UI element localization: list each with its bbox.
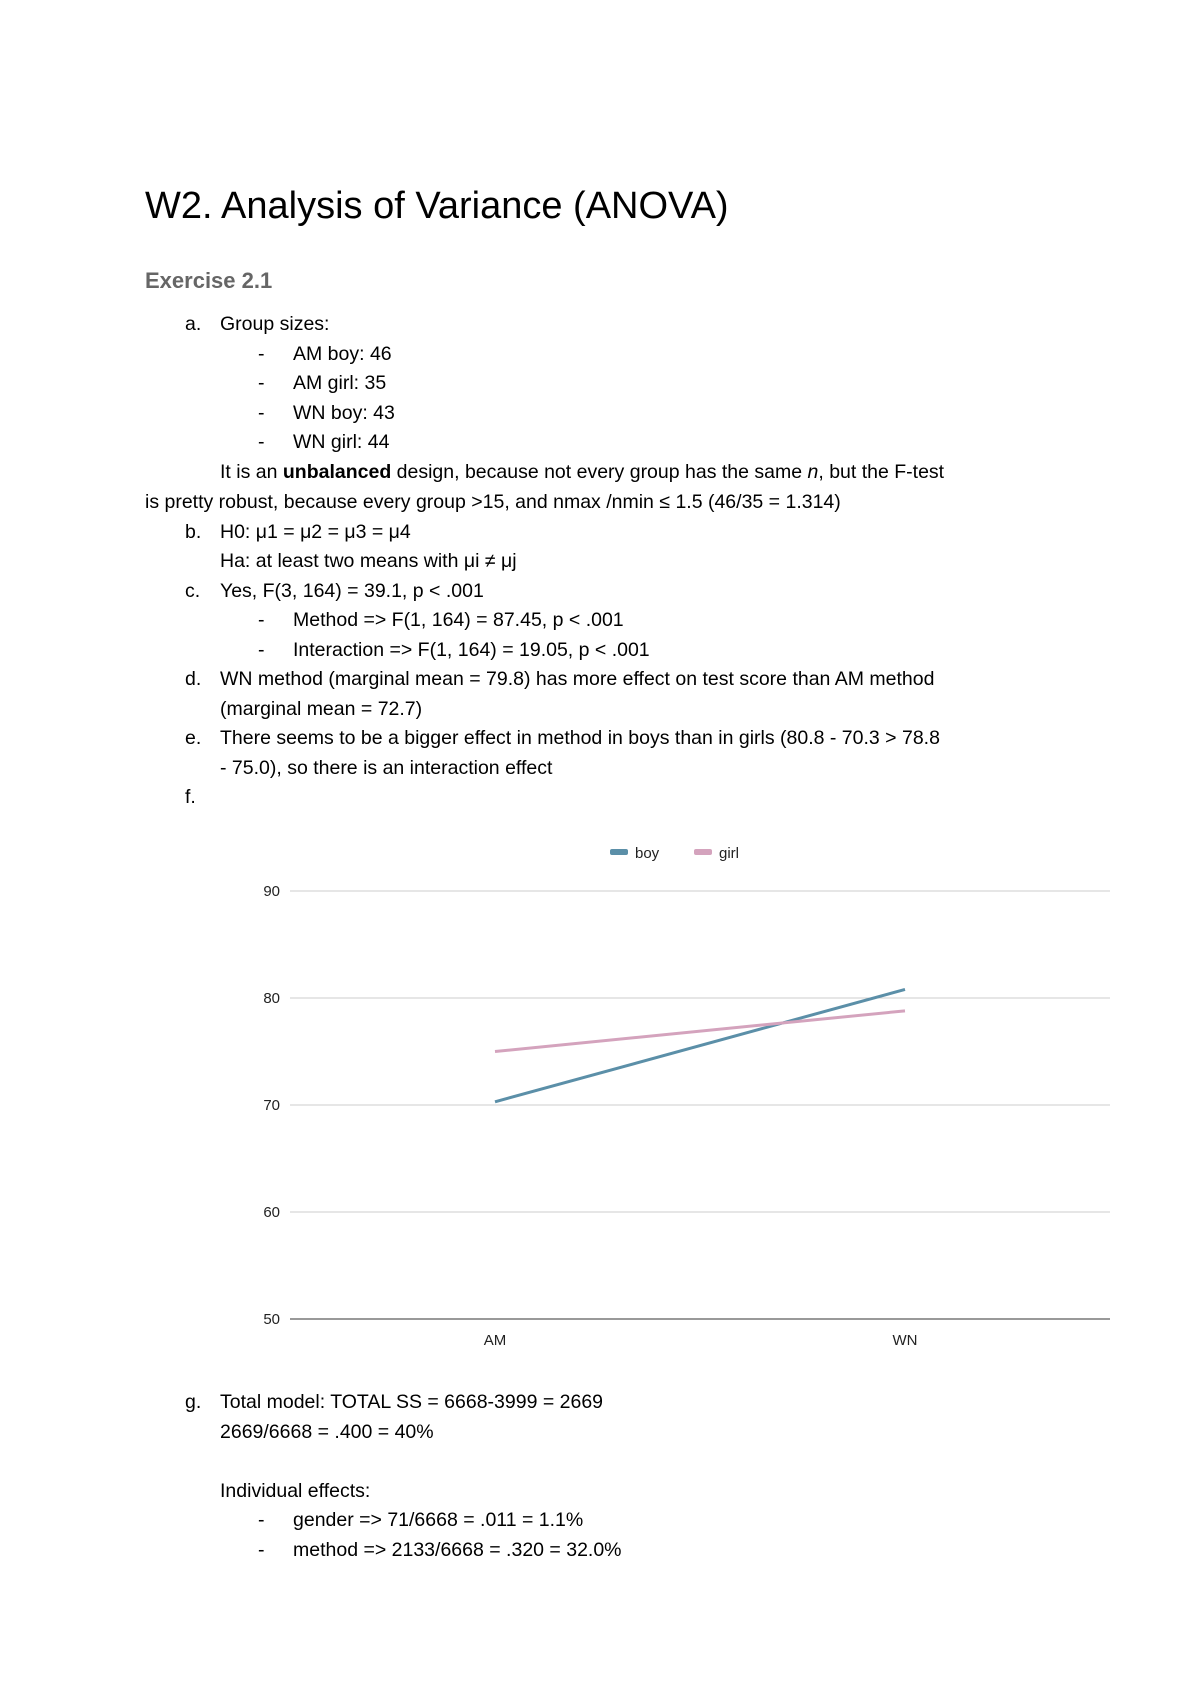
group-size-item: AM girl: 35 <box>293 372 387 394</box>
unbalanced-emphasis: unbalanced <box>282 461 392 483</box>
balance-paragraph-line1 <box>220 460 944 484</box>
bullet-dash: - <box>258 431 265 453</box>
document-title: W2. Analysis of Variance (ANOVA) <box>145 185 729 227</box>
x-tick-label: WN <box>892 1332 918 1349</box>
null-hypothesis: H0: μ1 = μ2 = μ3 = μ4 <box>220 521 411 543</box>
y-tick-label: 50 <box>263 1311 280 1328</box>
y-tick-label: 90 <box>263 883 280 900</box>
item-a-text: Group sizes: <box>220 313 330 335</box>
bullet-dash: - <box>258 402 265 424</box>
item-e-line1: There seems to be a bigger effect in method in boys than in girls (80.8 - 70.3 > 78.8 <box>220 727 940 749</box>
total-model-ratio: 2669/6668 = .400 = 40% <box>220 1421 434 1443</box>
item-e-label: e. <box>185 727 202 749</box>
alt-hypothesis: Ha: at least two means with μi ≠ μj <box>220 550 517 572</box>
group-size-item: AM boy: 46 <box>293 343 392 365</box>
item-d-label: d. <box>185 668 202 690</box>
legend-swatch-boy <box>610 849 628 855</box>
individual-effect-item: method => 2133/6668 = .320 = 32.0% <box>293 1539 622 1561</box>
item-c-label: c. <box>185 580 201 602</box>
legend-label-boy: boy <box>635 845 660 862</box>
para-text: design, because not every group has the same <box>391 461 808 483</box>
bullet-dash: - <box>258 1509 265 1531</box>
bullet-dash: - <box>258 1539 265 1561</box>
y-axis-ticks <box>263 883 280 1328</box>
balance-paragraph-line2: is pretty robust, because every group >15, and nmax /nmin ≤ 1.5 (46/35 = 1.314) <box>145 491 841 513</box>
total-model-line: Total model: TOTAL SS = 6668-3999 = 2669 <box>220 1391 604 1413</box>
bullet-dash: - <box>258 343 265 365</box>
para-text: It is an <box>220 461 283 483</box>
group-size-item: WN boy: 43 <box>293 402 395 424</box>
x-axis-ticks <box>484 1332 918 1349</box>
chart-grid <box>290 891 1110 1319</box>
effect-item: Interaction => F(1, 164) = 19.05, p < .001 <box>293 639 650 661</box>
interaction-line-chart <box>0 820 1200 1380</box>
item-b-label: b. <box>185 521 202 543</box>
chart-legend <box>610 845 739 862</box>
individual-effects-heading: Individual effects: <box>220 1480 371 1502</box>
bullet-dash: - <box>258 639 265 661</box>
exercise-heading: Exercise 2.1 <box>145 268 273 293</box>
item-d-line2: (marginal mean = 72.7) <box>220 698 423 720</box>
legend-label-girl: girl <box>719 845 740 862</box>
individual-effect-item: gender => 71/6668 = .011 = 1.1% <box>293 1509 584 1531</box>
item-f-label: f. <box>185 786 196 808</box>
y-tick-label: 60 <box>263 1204 280 1221</box>
para-text: , but the F-test <box>818 461 945 483</box>
chart-series <box>495 989 905 1101</box>
x-tick-label: AM <box>483 1332 507 1349</box>
n-italic: n <box>807 461 819 483</box>
item-e-line2: - 75.0), so there is an interaction effect <box>220 757 553 779</box>
item-d-line1: WN method (marginal mean = 79.8) has more effect on test score than AM method <box>220 668 935 690</box>
bullet-dash: - <box>258 609 265 631</box>
item-a-label: a. <box>185 313 202 335</box>
effect-item: Method => F(1, 164) = 87.45, p < .001 <box>293 609 624 631</box>
group-size-item: WN girl: 44 <box>293 431 390 453</box>
y-tick-label: 80 <box>263 990 280 1007</box>
y-tick-label: 70 <box>263 1097 280 1114</box>
bullet-dash: - <box>258 372 265 394</box>
item-c-text: Yes, F(3, 164) = 39.1, p < .001 <box>220 580 484 602</box>
item-g-label: g. <box>185 1391 202 1413</box>
legend-swatch-girl <box>694 849 712 855</box>
